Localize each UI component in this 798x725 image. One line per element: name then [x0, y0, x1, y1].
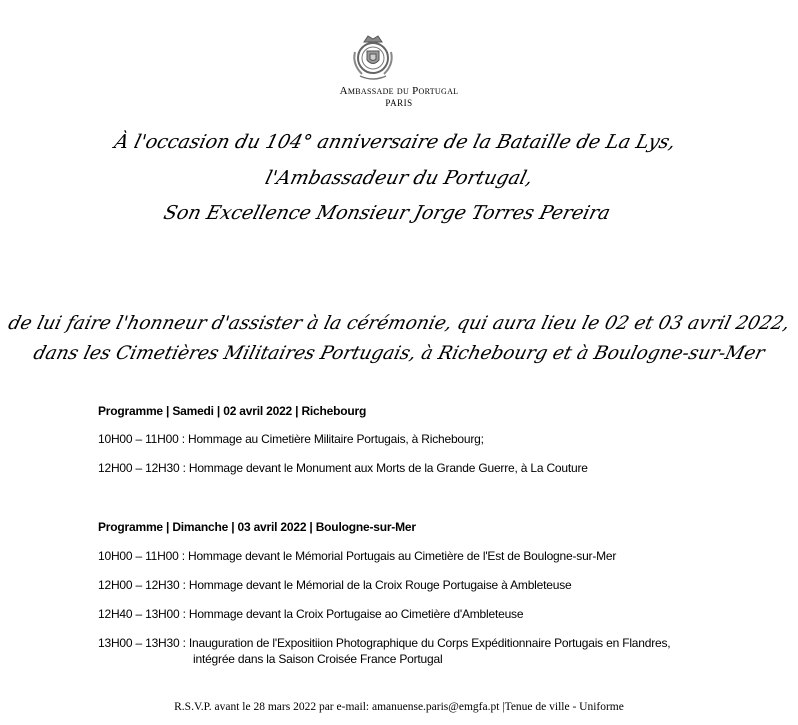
- rsvp-footer: R.S.V.P. avant le 28 mars 2022 par e-mail: amanuense.paris@emgfa.pt |Tenue de ville - Uniforme: [174, 701, 624, 713]
- embassy-city: PARIS: [385, 98, 413, 108]
- coat-of-arms-seal: [350, 32, 396, 84]
- programme-item-continuation: intégrée dans la Saison Croisée France Portugal: [193, 652, 443, 666]
- programme-item-exhibition: [98, 636, 670, 666]
- programme-item: 12H40 – 13H00 : Hommage devant la Croix Portugaise ao Cimetière d'Ambleteuse: [98, 607, 524, 621]
- invitation-line-2: l'Ambassadeur du Portugal,: [262, 167, 536, 189]
- embassy-name: Ambassade du Portugal: [339, 85, 459, 97]
- invitation-line-3: Son Excellence Monsieur Jorge Torres Pereira: [161, 202, 613, 224]
- invitation-line-5: dans les Cimetières Militaires Portugais, à Richebourg et à Boulogne-sur-Mer: [31, 343, 767, 364]
- programme-item: 10H00 – 11H00 : Hommage devant le Mémorial Portugais au Cimetière de l'Est de Boulogne-sur-Mer: [98, 549, 617, 563]
- programme-saturday-heading: Programme | Samedi | 02 avril 2022 | Richebourg: [98, 404, 367, 418]
- invitation-line-4: de lui faire l'honneur d'assister à la cérémonie, qui aura lieu le 02 et 03 avril 2022,: [6, 313, 792, 334]
- programme-item: 12H00 – 12H30 : Hommage devant le Mémorial de la Croix Rouge Portugaise à Ambleteuse: [98, 578, 572, 592]
- programme-item: 12H00 – 12H30 : Hommage devant le Monument aux Morts de la Grande Guerre, à La Couture: [98, 461, 588, 475]
- programme-item: 10H00 – 11H00 : Hommage au Cimetière Militaire Portugais, à Richebourg;: [98, 432, 484, 446]
- programme-item-text: 13H00 – 13H30 : Inauguration de l'Expositiion Photographique du Corps Expéditionnaire Portugais en Flandres,: [98, 636, 671, 650]
- programme-sunday-heading: Programme | Dimanche | 03 avril 2022 | Boulogne-sur-Mer: [98, 520, 416, 534]
- invitation-line-1: À l'occasion du 104° anniversaire de la Bataille de La Lys,: [112, 131, 678, 153]
